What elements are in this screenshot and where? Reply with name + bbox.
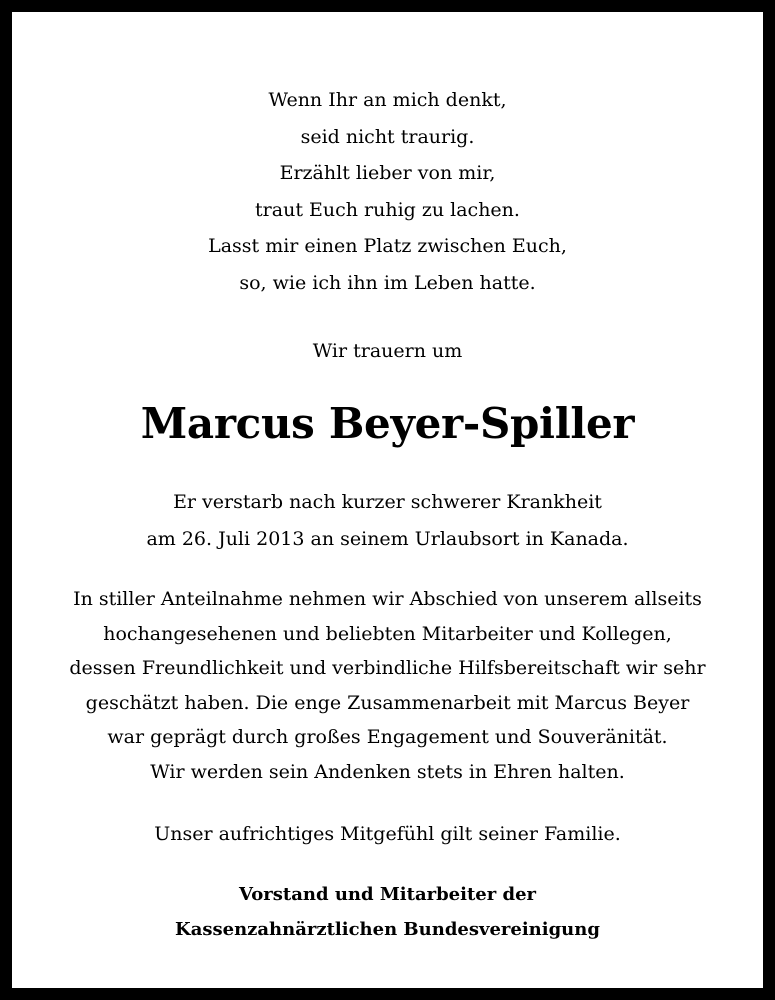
poem-line: seid nicht traurig.	[300, 125, 475, 148]
poem-line: Lasst mir einen Platz zwischen Euch,	[208, 235, 567, 257]
death-notice	[24, 484, 751, 558]
deceased-name: Marcus Beyer-Spiller	[140, 399, 635, 448]
death-line: Er verstarb nach kurzer schwerer Krankheit	[173, 491, 602, 513]
obituary-content	[24, 24, 751, 976]
tribute-line: In stiller Anteilnahme nehmen wir Abschied von unserem allseits	[73, 588, 702, 610]
death-line: am 26. Juli 2013 an seinem Urlaubsort in Kanada.	[146, 528, 629, 550]
tribute-line: hochangesehenen und beliebten Mitarbeiter und Kollegen,	[103, 622, 672, 645]
poem-line: so, wie ich ihn im Leben hatte.	[239, 271, 536, 294]
tribute-line: Wir werden sein Andenken stets in Ehren halten.	[150, 760, 625, 783]
signoff-line: Vorstand und Mitarbeiter der	[238, 884, 537, 905]
poem-line: Erzählt lieber von mir,	[279, 162, 496, 184]
poem-line: traut Euch ruhig zu lachen.	[255, 198, 520, 221]
signoff-organization: Kassenzahnärztlichen Bundesvereinigung	[175, 919, 600, 940]
poem-line: Wenn Ihr an mich denkt,	[268, 89, 507, 111]
tribute-line: war geprägt durch großes Engagement und Souveränität.	[107, 726, 668, 748]
memorial-poem	[24, 82, 751, 301]
sympathy-line: Unser aufrichtiges Mitgefühl gilt seiner Familie.	[154, 823, 621, 845]
mourning-intro: Wir trauern um	[312, 340, 463, 362]
tribute-paragraph	[24, 582, 751, 789]
tribute-line: dessen Freundlichkeit und verbindliche Hilfsbereitschaft wir sehr	[69, 657, 706, 679]
signoff	[24, 877, 751, 947]
tribute-line: geschätzt haben. Die enge Zusammenarbeit mit Marcus Beyer	[85, 691, 690, 714]
